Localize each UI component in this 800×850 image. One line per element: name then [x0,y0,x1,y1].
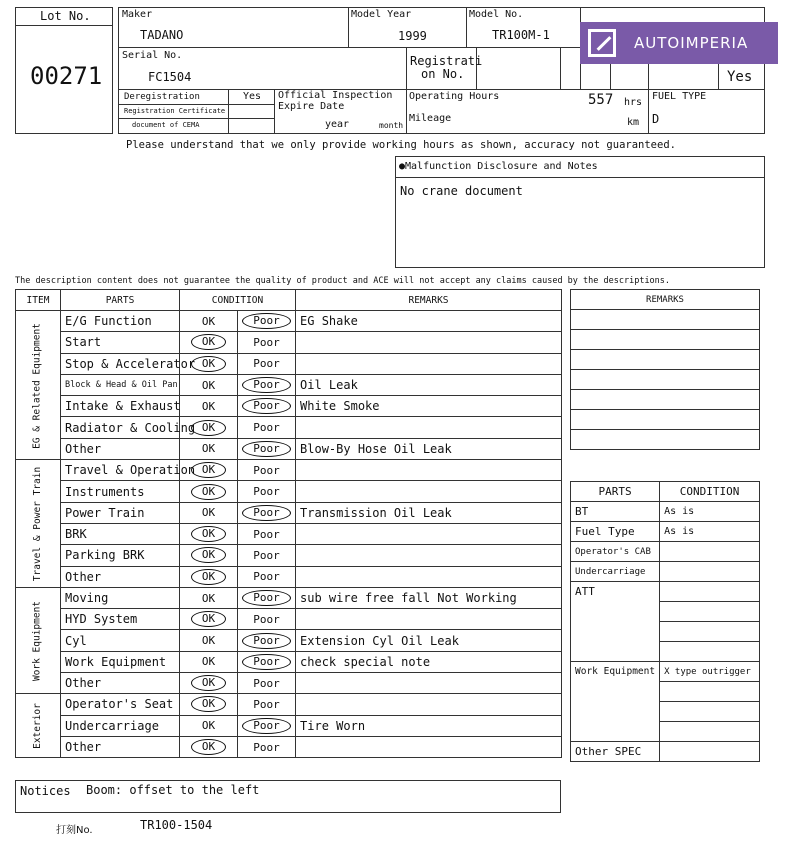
ok-option: OK [201,506,216,520]
bt-label: BT [571,502,660,522]
ok-option-circled: OK [191,739,226,755]
remark [296,673,562,694]
fuel-type-value: D [652,112,660,126]
poor-option-circled: Poor [242,398,291,414]
fuel-type-condition: As is [660,522,760,542]
part-name: E/G Function [61,311,180,332]
table-row [16,545,562,566]
poor-option: Poor [253,485,280,499]
right-remarks-header: REMARKS [571,290,760,310]
ok-cell[interactable] [180,673,238,694]
ok-option-circled: OK [191,334,226,350]
poor-option: Poor [253,548,280,562]
table-row [16,523,562,544]
poor-option-circled: Poor [242,718,291,734]
remark: Tire Worn [296,715,562,736]
registration-label-1: Registrati [410,54,483,68]
group-label: Work Equipment [31,601,43,682]
model-no-label: Model No. [469,9,524,20]
part-name: Intake & Exhaust [61,396,180,417]
work-equipment-condition [660,702,760,722]
table-row [16,609,562,630]
ok-option: OK [201,719,216,733]
work-equipment-condition [660,722,760,742]
remark [296,481,562,502]
table-row [16,396,562,417]
table-row [16,311,562,332]
notices-label: Notices [20,784,71,798]
part-name: Operator's Seat [61,694,180,715]
remark [296,609,562,630]
ok-cell[interactable] [180,651,238,672]
remark: White Smoke [296,396,562,417]
part-name: Block & Head & Oil Pan [61,374,180,395]
poor-cell[interactable] [238,374,296,395]
disclaimer: The description content does not guarantee the quality of product and ACE will not accept any claims caused by the descriptions. [15,276,671,286]
part-name: Undercarriage [61,715,180,736]
table-row [16,587,562,608]
ok-option: OK [201,591,216,605]
remark: Blow-By Hose Oil Leak [296,438,562,459]
poor-option-circled: Poor [242,505,291,521]
table-row [16,353,562,374]
poor-option: Poor [253,463,280,477]
table-row [16,332,562,353]
table-row [16,460,562,481]
operators-cab-label: Operator's CAB [571,542,660,562]
undercarriage-label: Undercarriage [571,562,660,582]
remark [296,566,562,587]
fuel-type-label: FUEL TYPE [652,91,707,102]
malfunction-text: No crane document [400,184,523,198]
work-equipment-label: Work Equipment [571,662,660,742]
poor-option: Poor [253,676,280,690]
poor-cell[interactable] [238,715,296,736]
ok-option-circled: OK [191,569,226,585]
group-label: Exterior [31,703,43,750]
part-name: HYD System [61,609,180,630]
table-row [16,438,562,459]
part-name: Other [61,566,180,587]
ok-cell[interactable] [180,374,238,395]
ok-option-circled: OK [191,420,226,436]
part-name: Moving [61,587,180,608]
ok-cell[interactable] [180,630,238,651]
ok-option-circled: OK [191,526,226,542]
ok-cell[interactable] [180,609,238,630]
ok-cell[interactable] [180,438,238,459]
poor-cell[interactable] [238,438,296,459]
poor-cell[interactable] [238,311,296,332]
remark [296,694,562,715]
inspection-label-1: Official Inspection [278,90,393,101]
part-name: Other [61,736,180,757]
poor-option-circled: Poor [242,441,291,457]
table-row [16,736,562,757]
registration-certificate-label: Registration Certificate [124,107,226,115]
poor-option: Poor [253,612,280,626]
table-row [16,694,562,715]
ok-option: OK [201,442,216,456]
item-header: ITEM [16,290,61,311]
ok-cell[interactable] [180,396,238,417]
att-condition [660,642,760,662]
poor-cell[interactable] [238,651,296,672]
operators-cab-condition [660,542,760,562]
part-name: Start [61,332,180,353]
att-condition [660,622,760,642]
poor-cell[interactable] [238,481,296,502]
ok-option-circled: OK [191,611,226,627]
poor-cell[interactable] [238,673,296,694]
serial-label: Serial No. [122,50,183,61]
table-row [16,481,562,502]
working-hours-note: Please understand that we only provide working hours as shown, accuracy not guaranteed. [126,139,676,151]
operating-hours-label: Operating Hours [409,91,500,102]
ok-cell[interactable] [180,332,238,353]
poor-option-circled: Poor [242,590,291,606]
year-label: year [325,119,350,130]
poor-option: Poor [253,527,280,541]
lot-number: 00271 [30,62,103,90]
inspection-table [15,289,561,758]
remark [296,523,562,544]
remark [296,332,562,353]
other-spec-condition [660,742,760,762]
ok-option: OK [201,314,216,328]
part-name: Stop & Accelerator [61,353,180,374]
registration-label-2: on No. [421,67,465,81]
ok-option-circled: OK [191,462,226,478]
right-condition-header: CONDITION [660,482,760,502]
maker-label: Maker [122,9,153,20]
remark: Transmission Oil Leak [296,502,562,523]
right-remarks-row [571,390,760,410]
stamp-label: 打刻No. [56,825,93,836]
ok-cell[interactable] [180,481,238,502]
part-name: Power Train [61,502,180,523]
remark: Oil Leak [296,374,562,395]
cema-label: document of CEMA [132,121,200,129]
ok-cell[interactable] [180,566,238,587]
table-row [16,374,562,395]
poor-option-circled: Poor [242,633,291,649]
poor-cell[interactable] [238,460,296,481]
ok-option: OK [201,399,216,413]
poor-cell[interactable] [238,523,296,544]
remark: check special note [296,651,562,672]
remark [296,545,562,566]
notices-text: Boom: offset to the left [86,783,260,797]
ok-option-circled: OK [191,356,226,372]
table-row [16,651,562,672]
ok-option: OK [201,634,216,648]
ok-cell[interactable] [180,523,238,544]
table-row [16,715,562,736]
remark [296,417,562,438]
right-remarks-row [571,410,760,430]
poor-cell[interactable] [238,417,296,438]
lot-label: Lot No. [40,9,91,23]
poor-cell[interactable] [238,353,296,374]
poor-option: Poor [253,740,280,754]
group-label: EG & Related Equipment [31,322,43,449]
inspection-grid [15,289,562,758]
group-label-cell [16,460,61,588]
poor-cell[interactable] [238,396,296,417]
logo-text: AUTOIMPERIA [634,34,749,52]
poor-option: Poor [253,357,280,371]
remark [296,460,562,481]
autoimperia-logo [580,22,778,64]
right-remarks-row [571,310,760,330]
deregistration-label: Deregistration [124,92,200,102]
ok-cell[interactable] [180,502,238,523]
poor-cell[interactable] [238,736,296,757]
poor-cell[interactable] [238,332,296,353]
group-label-cell [16,694,61,758]
autoimperia-logo-icon [588,29,616,57]
att-condition [660,582,760,602]
condition-header: CONDITION [180,290,296,311]
part-name: Radiator & Cooling [61,417,180,438]
remark [296,736,562,757]
ok-option: OK [201,655,216,669]
part-name: Work Equipment [61,651,180,672]
fuel-type-row-label: Fuel Type [571,522,660,542]
poor-cell[interactable] [238,566,296,587]
group-label-cell [16,311,61,460]
part-name: Instruments [61,481,180,502]
remark: Extension Cyl Oil Leak [296,630,562,651]
ok-option-circled: OK [191,547,226,563]
parts-header: PARTS [61,290,180,311]
model-year-value: 1999 [398,29,427,43]
right-parts-header: PARTS [571,482,660,502]
ok-option: OK [201,378,216,392]
part-name: Cyl [61,630,180,651]
poor-option-circled: Poor [242,377,291,393]
ok-cell[interactable] [180,694,238,715]
table-row [16,630,562,651]
table-row [16,673,562,694]
poor-cell[interactable] [238,609,296,630]
ok-option-circled: OK [191,675,226,691]
operating-hours-value: 557 [588,92,614,108]
work-equipment-condition [660,682,760,702]
poor-option: Poor [253,335,280,349]
right-remarks-table [570,289,760,450]
ok-cell[interactable] [180,545,238,566]
month-label: month [379,121,404,130]
poor-cell[interactable] [238,502,296,523]
remark: EG Shake [296,311,562,332]
table-row [16,417,562,438]
att-label: ATT [571,582,660,662]
right-remarks-row [571,350,760,370]
model-year-label: Model Year [351,9,412,20]
ok-option-circled: OK [191,696,226,712]
poor-cell[interactable] [238,630,296,651]
poor-option: Poor [253,421,280,435]
poor-option: Poor [253,570,280,584]
remark: sub wire free fall Not Working [296,587,562,608]
bt-condition: As is [660,502,760,522]
ok-cell[interactable] [180,736,238,757]
malfunction-box [395,156,765,268]
part-name: Parking BRK [61,545,180,566]
work-equipment-condition: X type outrigger [660,662,760,682]
part-name: BRK [61,523,180,544]
km-unit: km [627,117,640,128]
right-remarks-row [571,430,760,450]
group-label-cell [16,587,61,693]
poor-option-circled: Poor [242,313,291,329]
right-parts-table [570,481,760,762]
table-row [16,502,562,523]
model-no-value: TR100M-1 [492,28,550,42]
poor-option-circled: Poor [242,654,291,670]
hrs-unit: hrs [624,97,643,108]
right-remarks-row [571,330,760,350]
maker-value: TADANO [140,28,184,42]
poor-option: Poor [253,697,280,711]
ok-cell[interactable] [180,587,238,608]
ok-cell[interactable] [180,311,238,332]
mileage-label: Mileage [409,113,452,124]
malfunction-title: ●Malfunction Disclosure and Notes [399,161,598,172]
remarks-header: REMARKS [296,290,562,311]
ok-option-circled: OK [191,484,226,500]
table-row [16,566,562,587]
serial-value: FC1504 [148,70,192,84]
undercarriage-condition [660,562,760,582]
poor-cell[interactable] [238,587,296,608]
ok-cell[interactable] [180,715,238,736]
part-name: Other [61,673,180,694]
part-name: Other [61,438,180,459]
other-spec-label: Other SPEC [571,742,660,762]
right-remarks-row [571,370,760,390]
remark [296,353,562,374]
poor-cell[interactable] [238,545,296,566]
deregistration-value: Yes [243,91,262,102]
ac-value: Yes [727,69,753,85]
inspection-label-2: Expire Date [278,101,345,112]
part-name: Travel & Operation [61,460,180,481]
poor-cell[interactable] [238,694,296,715]
att-condition [660,602,760,622]
stamp-value: TR100-1504 [140,818,213,832]
group-label: Travel & Power Train [31,466,43,582]
